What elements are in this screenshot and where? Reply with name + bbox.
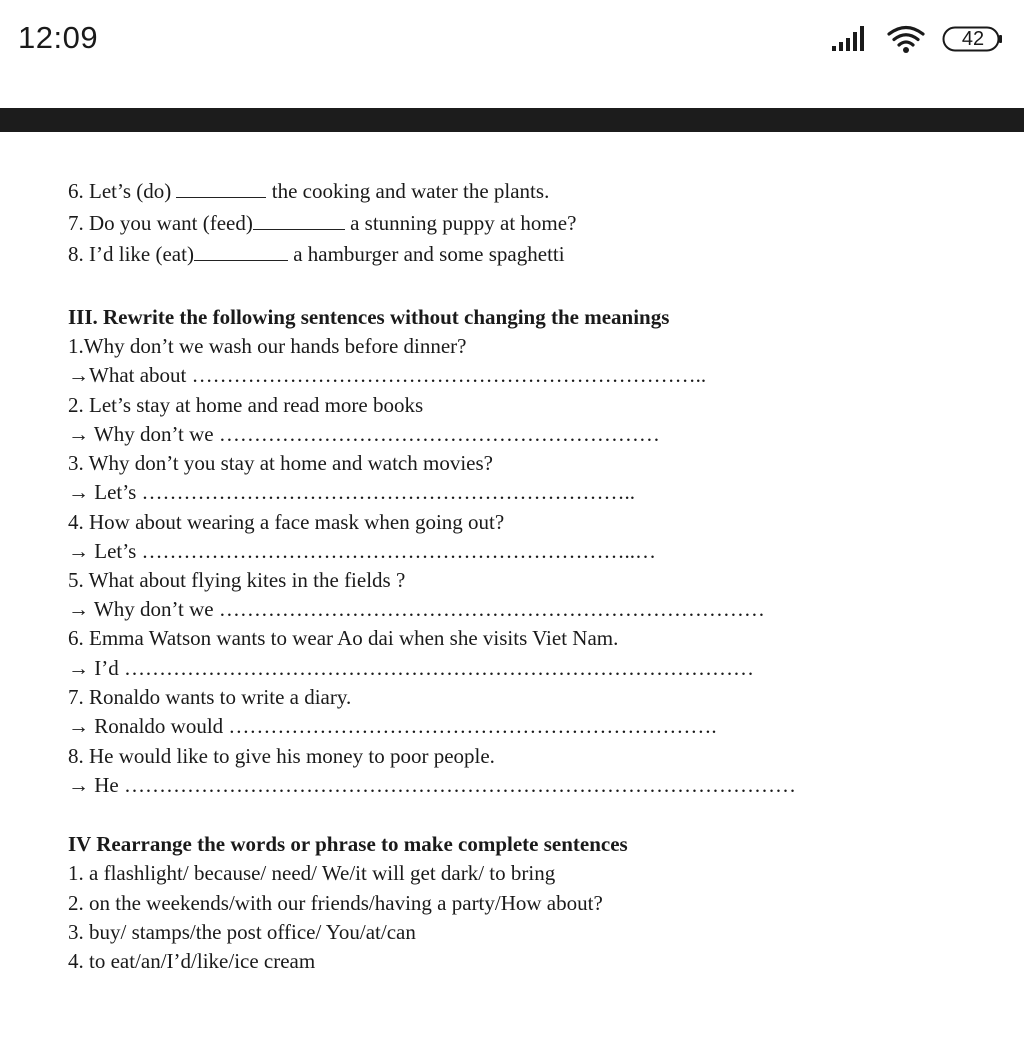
clock: 12:09 <box>18 20 99 55</box>
rewrite-question: 6. Emma Watson wants to wear Ao dai when she visits Viet Nam. <box>68 626 619 650</box>
rewrite-question: 4. How about wearing a face mask when going out? <box>68 510 505 534</box>
rewrite-answer-line[interactable]: → Let’s …………………………………………………………….. <box>68 480 635 504</box>
rewrite-question: 1.Why don’t we wash our hands before dinner? <box>68 334 467 358</box>
rearrange-item: 1. a flashlight/ because/ need/ We/it will get dark/ to bring <box>68 861 556 885</box>
rewrite-question: 8. He would like to give his money to poor people. <box>68 744 495 768</box>
exercise-prefix: 7. Do you want (feed) <box>68 211 253 235</box>
exercise-item <box>68 210 576 236</box>
wifi-icon <box>886 24 926 59</box>
exercise-suffix: a hamburger and some spaghetti <box>287 242 565 266</box>
exercise-item <box>68 241 565 267</box>
rewrite-answer-line[interactable]: → Let’s ……………………………………………………………..… <box>68 539 656 563</box>
rewrite-answer-line[interactable]: → He …………………………………………………………………………………… <box>68 773 796 797</box>
answer-blank[interactable] <box>176 179 266 198</box>
rewrite-question: 5. What about flying kites in the fields ? <box>68 568 406 592</box>
section-4-title: IV Rearrange the words or phrase to make complete sentences <box>68 832 628 856</box>
exercise-prefix: 8. I’d like (eat) <box>68 242 194 266</box>
cellular-signal-icon <box>830 24 872 57</box>
rearrange-item: 4. to eat/an/I’d/like/ice cream <box>68 949 316 973</box>
exercise-item <box>68 178 549 204</box>
rearrange-item: 3. buy/ stamps/the post office/ You/at/can <box>68 920 416 944</box>
rewrite-question: 7. Ronaldo wants to write a diary. <box>68 685 352 709</box>
toolbar-bar <box>0 108 1024 132</box>
rewrite-answer-line[interactable]: → Why don’t we …………………………………………………………………… <box>68 597 765 621</box>
rewrite-answer-line[interactable]: →What about ……………………………………………………………….. <box>68 363 707 387</box>
exercise-suffix: a stunning puppy at home? <box>344 211 577 235</box>
answer-blank[interactable] <box>194 242 288 261</box>
rearrange-item: 2. on the weekends/with our friends/having a party/How about? <box>68 891 603 915</box>
rewrite-answer-line[interactable]: → Ronaldo would ……………………………………………………………. <box>68 714 717 738</box>
battery-indicator <box>942 26 1002 52</box>
rewrite-answer-line[interactable]: → I’d ……………………………………………………………………………… <box>68 656 754 680</box>
section-3-title: III. Rewrite the following sentences without changing the meanings <box>68 305 670 329</box>
exercise-suffix: the cooking and water the plants. <box>266 179 550 203</box>
exercise-prefix: 6. Let’s (do) <box>68 179 177 203</box>
rewrite-answer-line[interactable]: → Why don’t we ……………………………………………………… <box>68 422 660 446</box>
rewrite-question: 2. Let’s stay at home and read more books <box>68 393 424 417</box>
battery-level: 42 <box>961 28 985 50</box>
answer-blank[interactable] <box>253 211 345 230</box>
rewrite-question: 3. Why don’t you stay at home and watch movies? <box>68 451 493 475</box>
status-bar <box>0 0 1024 80</box>
